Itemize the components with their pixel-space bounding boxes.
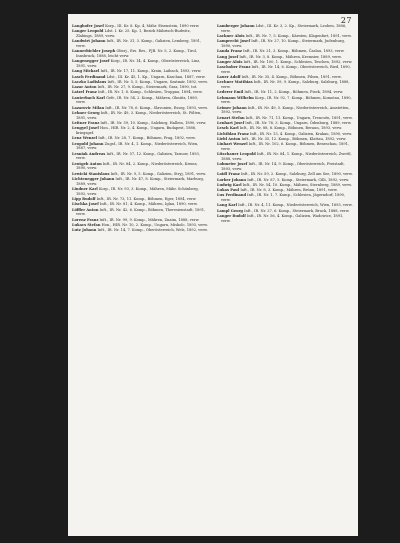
list-entry [217,60,353,65]
entry-details: Inft., IR. Nr. 102, 6. Komp., Böhmen, Beneschau, 1891, verw. [221,142,350,151]
entry-details: Korp., IR. Nr. 92, 7. Komp., Böhmen, Komotau, 1890, verw. [221,95,352,105]
list-entry [72,24,208,29]
entry-name: Litschauer Leopold [217,152,256,157]
entry-details: Inft., IR. Nr. 78, 6. Komp., Slavonien, Esseg, 1893, verw. [105,105,208,110]
list-entry [217,172,353,177]
entry-details: Gefr., IR. Nr. 54, 2. Komp., Mähren, Olmütz, 1889, verw. [76,95,198,105]
list-entry [72,228,208,233]
entry-details: Inft., IR. Nr. 11, 2. Komp., Böhmen, Pisek, 1894, verw. [244,90,344,95]
list-entry [72,187,208,196]
entry-details: Inft., IR. Nr. 99, 9. Komp., Mähren, Znaim, 1888, verw. [99,217,200,222]
entry-name: Lederer Emil [217,90,244,95]
entry-name: Langer Leopold [72,29,104,34]
list-entry [217,214,353,223]
entry-details: Inft., IR. Nr. 9, 5. Komp., Galizien, Stryj, 1891, verw. [110,171,206,176]
list-entry [72,136,208,141]
entry-name: Lenz Wenzel [72,136,98,141]
entry-name: Langenegger Josef [72,59,110,64]
list-entry [72,121,208,126]
entry-name: Leopold Johann [72,141,104,146]
entry-details: Inft., IR. Nr. 42, 6. Komp., Böhmen, Theresienstadt, 1891, verw. [76,207,206,217]
entry-details: Inft., IR. Nr. 27, 9. Komp., Steiermark, Graz, 1890, tot. [97,85,198,90]
entry-details: Inft., IR. Nr. 49, 5. Komp., Niederösterreich, Amstetten, 1892, verw. [221,105,350,115]
entry-name: Landa Franz [217,49,242,54]
list-entry [72,142,208,151]
list-entry [72,90,208,95]
entry-name: Latzel Franz [72,90,97,95]
entry-name: Lang Josef [217,54,239,59]
entry-details: Inft., IR. Nr. 59, 10. Komp., Salzburg, Hallein, 1890, verw. [100,121,207,126]
entry-name: Linhart Wenzel [217,142,248,147]
list-entry [72,126,208,135]
entry-details: Inft., IR. Nr. 47, 8. Komp., Steiermark, Marburg, 1889, verw. [76,176,204,186]
entry-name: Lazar Anton [72,85,97,90]
entry-details: Korp., IR. Nr. 93, 3. Komp., Mähren, Mähr. Schönberg, 1892, verw. [76,186,199,196]
entry-details: Inft., IR. Nr. 13, 4. Komp., Galizien, Krakau, 1890, verw. [249,131,353,136]
entry-details: Korp., III. Kr. 8. Kp. 4, Mähr. Eisenstein, 1890 verw. [105,24,200,28]
list-entry [217,65,353,74]
entry-details: Inft., IR. Nr. 28, 7. Komp., Böhmen, Prag, 1892, verw. [98,136,196,141]
entry-name: Lasch Ferdinand [72,74,106,79]
entry-details: Inft., IR. Nr. 76, 3. Komp., Ungarn, Ödenburg, 1889, verw. [245,121,352,126]
entry-details: Inft., IR. Nr. 5, 5. Komp., Ungarn, Szatmár, 1892, verw. [107,79,208,84]
entry-details: Inft., IR. Nr. 31, 3. Komp., Galizien, Lemberg, 1891, verw. [76,39,202,48]
list-entry [217,203,353,208]
list-entry [72,106,208,111]
entry-name: Landwirt Johann [72,39,106,44]
entry-details: Inft., IR. Nr. 87, 5. Komp., Steiermark, Cilli, 1892, verw. [247,177,350,182]
entry-name: Lesniak Andreas [72,151,106,156]
list-entry [217,80,353,89]
entry-details: Zugsf., IR. Nr. 4, 1. Komp., Niederösterreich, Wien, 1887, verw. [76,141,199,151]
list-entry [72,59,208,68]
list-entry [72,202,208,207]
entry-name: Lamberger Johann [217,24,255,28]
entry-details: Inft., IR. Nr. 84, 1. Komp., Niederösterreich, Zwettl, 1888, verw. [221,152,352,161]
entry-name: Laschober Franz [217,65,251,70]
entry-name: Lehmann Wilhelm [217,95,254,100]
entry-details: Inft., IR. Nr. 14, 6. Komp., Oberösterreich, Ried, 1890, verw. [221,65,351,74]
entry-name: Loidl Franz [217,172,240,177]
list-entry [217,121,353,126]
entry-details: Inft., IR. Nr. 21, 3. Komp., Böhmen, Časlau, 1893, verw. [243,49,345,54]
entry-details: Ldst. I. Kr. 25. Kp. 1, Bezirk Mährisch-Budwitz, Zlabings, 1889, verw. [76,29,191,38]
entry-details: Inft., IR. Nr. 4, 11. Komp., Niederösterreich, Wien, 1893, verw. [238,203,353,208]
entry-details: Inft., IR. Nr. 54, 10. Komp., Mähren, Sternberg, 1889, verw. [242,182,352,187]
entry-name: Lindner Karl [72,186,98,191]
left-column [72,24,208,233]
list-entry [217,96,353,105]
entry-details: Inft., IR. Nr. 14, 9. Komp., Oberösterreich, Freistadt, 1893, verw. [221,162,345,171]
entry-name: Langer Alois [217,59,243,64]
entry-details: Inft., IR. Nr. 81, 4. Komp., Mähren, Iglau, 1890, verw. [99,202,198,207]
page-number: 27 [340,16,352,25]
entry-name: Lukas Paul [217,188,240,193]
list-entry [217,162,353,171]
list-entry [217,34,353,39]
entry-name: Lang Michael [72,69,100,74]
list-entry [217,137,353,142]
entry-name: Lux Ferdinand [217,193,247,198]
entry-name: Lukacs Stefan [72,222,101,227]
entry-name: Leutgeb Anton [72,161,102,166]
list-entry [72,85,208,90]
entry-details: Inft., IR. Nr. 3, 8. Komp., Mähren, Kremsier, 1889, verw. [239,54,342,59]
entry-details: Inft., IR. Nr. 27, 6. Komp., Steiermark, Bruck, 1888, verw. [244,208,350,213]
list-entry [217,106,353,115]
entry-name: Ludwig Karl [217,182,242,187]
entry-details: Hon., HIR. Nr. 2, 4. Komp., Ungarn, Budapest, 1888, kriegsgef. [76,126,197,136]
list-entry [217,183,353,188]
list-entry [72,197,208,202]
list-entry [72,80,208,85]
list-entry [217,55,353,60]
entry-name: Lampl Georg [217,208,243,213]
list-entry [217,188,353,193]
entry-name: Lesch Karl [217,126,239,131]
entry-name: Lackner Alois [217,34,245,38]
entry-details: Korp., IR. Nr. 14, 4. Komp., Oberösterreich, Linz, 1891, verw. [76,59,201,68]
entry-name: Lutz Johann [72,228,97,233]
list-entry [72,29,208,38]
list-entry [72,96,208,105]
entry-details: Inft., IR. Nr. 71, 11. Komp., Ungarn, Trencsén, 1891, verw. [245,115,353,120]
list-entry [72,223,208,228]
entry-details: Inft., IR. Nr. 27, 10. Komp., Steiermark, Judenburg, 1890, verw. [221,39,345,48]
entry-name: Langer Rudolf [217,214,246,219]
entry-name: Löffler Anton [72,207,99,212]
entry-name: Lengyel Josef [72,126,99,131]
list-entry [72,152,208,161]
entry-name: Laczko Ladislaus [72,79,107,84]
list-entry [72,49,208,58]
right-column [217,24,353,224]
entry-name: Liebl Anton [217,136,241,141]
entry-details: Inft., IR. Nr. 49, 3. Komp., Niederösterreich, St. Pölten, 1891, verw. [76,111,202,120]
entry-name: Lannerbichler Joseph [72,49,116,54]
entry-details: Inft., IR. Nr. 88, 8. Komp., Böhmen, Beraun, 1893, verw. [239,126,343,131]
list-entry [217,193,353,202]
list-entry [72,172,208,177]
entry-name: Lehner Georg [72,111,100,116]
list-entry [217,152,353,161]
entry-name: Lechner Matthias [217,80,253,85]
entry-name: Lauterbach Karl [72,95,105,100]
list-entry [217,75,353,80]
list-entry [217,126,353,131]
entry-name: Lichtblau Franz [217,131,249,136]
entry-details: Inft., IR. Nr. 1, 7. Komp., Schlesien, Jägerndorf, 1890, verw. [221,193,346,203]
entry-name: Lobmeier Josef [217,162,248,167]
entry-details: Oberj., Ers. Res., FJB. Nr. 5, 2. Komp., Tirol, Innsbruck, 1888, leicht verw. [76,49,198,58]
entry-name: Lenart Stefan [217,115,245,120]
entry-details: Inft., IR. Nr. 84, 2. Komp., Niederösterreich, Krems, 1890, verw. [76,161,198,171]
list-entry [217,132,353,137]
entry-name: Langhofer Josef [72,24,104,28]
list-entry [72,39,208,48]
document-page [68,14,358,536]
entry-details: Inft., IR. Nr. 8, 3. Komp., Mähren, Brünn, 1891, verw. [240,188,338,193]
list-entry [72,208,208,217]
list-entry [72,218,208,223]
list-entry [72,75,208,80]
entry-name: Lichtenegger Johann [72,176,115,181]
entry-details: Inft., IR. Nr. 59, 2. Komp., Salzburg, Zell am See, 1890, verw. [240,172,353,177]
entry-details: Inft., IR. Nr. 100, 1. Komp., Schlesien, Teschen, 1892, verw. [243,59,353,64]
entry-name: Lauer Adolf [217,75,241,80]
entry-details: Ldst., III. Kr. 3, 2. Kp., Steiermark, Leoben, 1886, verw. [221,24,347,33]
entry-details: Inft., IR. Nr. 56, 4. Komp., Galizien, Wadowice, 1891, verw. [221,214,344,223]
entry-name: Lorenz Franz [72,217,99,222]
entry-details: Inft., IR. Nr. 7, 5. Komp., Kärnten, Klagenfurt, 1891, verw. [245,34,352,38]
list-entry [217,39,353,48]
list-entry [72,69,208,74]
list-entry [72,111,208,120]
entry-details: Ldst., III. Kr. 45, 1. Kp., Ungarn, Kaschau, 1887, verw. [106,74,206,79]
entry-name: Leitner Franz [72,121,100,126]
entry-details: Inft., IR. Nr. 57, 12. Komp., Galizien, Tarnow, 1893, verw. [76,151,200,161]
entry-details: Hon., HIR. Nr. 10, 2. Komp., Ungarn, Miskolc, 1893, verw. [101,222,208,227]
list-entry [217,209,353,214]
list-entry [217,90,353,95]
entry-name: Lang Karl [217,203,237,208]
entry-name: Lenhart Josef [217,121,245,126]
entry-name: Lamprecht Josef [217,39,251,44]
entry-name: Lewicki Stanislaus [72,171,110,176]
entry-name: Lischka Josef [72,202,99,207]
entry-name: Leimer Johann [217,105,247,110]
list-entry [72,162,208,171]
entry-details: Inft., IR. Nr. 1, 8. Komp., Schlesien, Troppau, 1894, verw. [97,90,203,95]
entry-details: Inft., IR. Nr. 73, 11. Komp., Böhmen, Eger, 1894, verw. [96,196,197,201]
list-entry [217,49,353,54]
entry-name: Lorber Johann [217,177,247,182]
list-entry [217,142,353,151]
entry-details: Inft., IR. Nr. 35, 4. Komp., Böhmen, Pilsen, 1891, verw. [241,75,342,80]
entry-name: Lipp Rudolf [72,196,96,201]
list-entry [72,177,208,186]
list-entry [217,116,353,121]
list-entry [217,24,353,33]
entry-details: Inft., IR. Nr. 17, 11. Komp., Krain, Laibach, 1893, verw. [100,69,202,74]
entry-details: Inft., IR. Nr. 59, 9. Komp., Salzburg, Salzburg, 1888, verw. [221,80,350,90]
list-entry [217,178,353,183]
entry-details: Inft., IR. Nr. 14, 7. Komp., Oberösterreich, Wels, 1892, verw. [97,228,208,233]
entry-name: Lazarovic Milan [72,105,105,110]
entry-details: Inft., IR. Nr. 35, 12. Komp., Böhmen, Klattau, 1892, verw. [241,136,347,141]
